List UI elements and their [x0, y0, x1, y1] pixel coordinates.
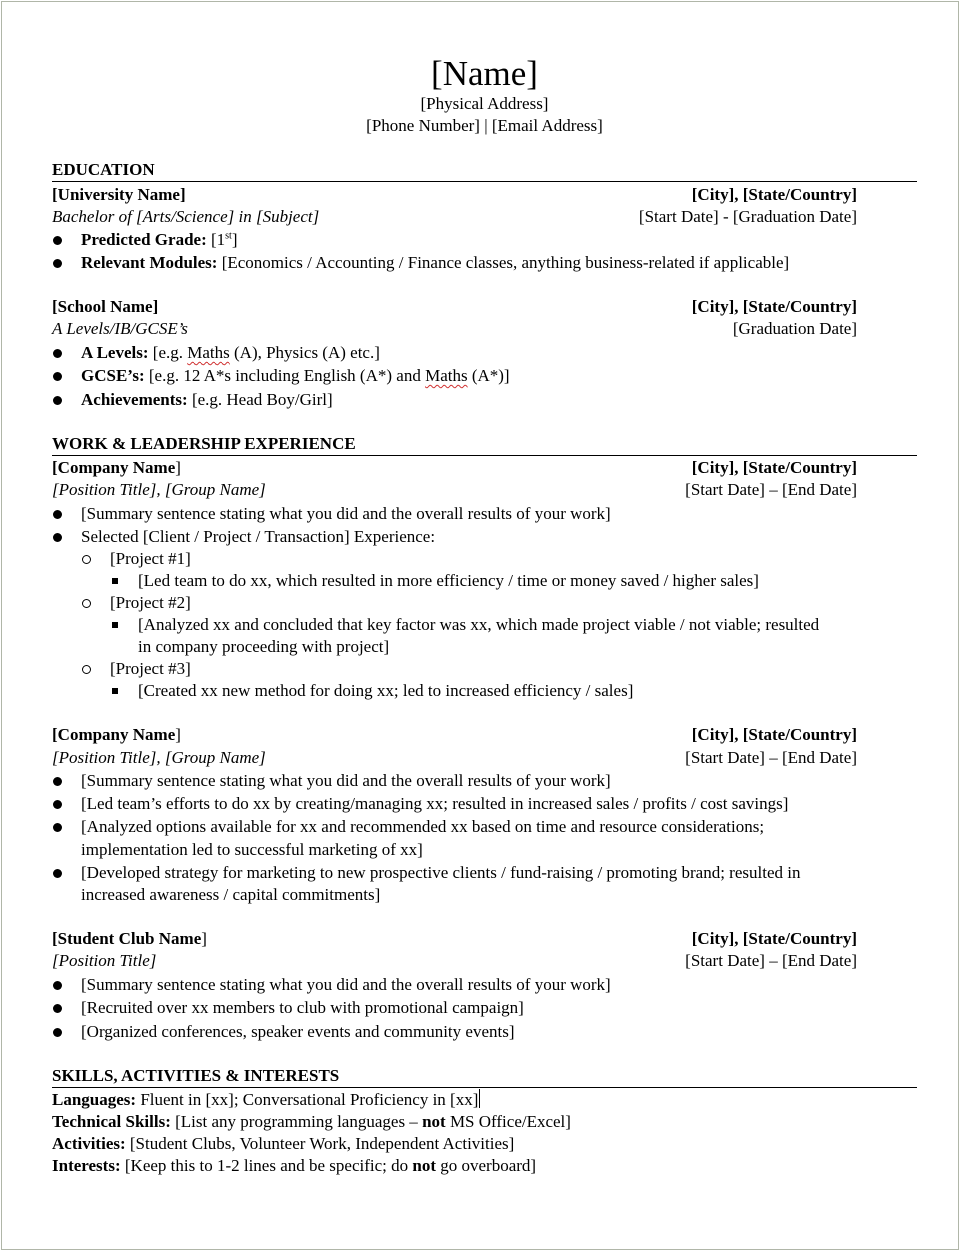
contact-line: [Phone Number] | [Email Address]: [366, 116, 603, 135]
job1-location: [City], [State/Country]: [691, 458, 857, 477]
bullet-icon: [53, 1028, 62, 1037]
circle-bullet-icon: [82, 599, 91, 608]
bullet-icon: [53, 349, 62, 358]
degree-row: [52, 206, 857, 228]
project2-detail-text-2: in company proceeding with project]: [138, 637, 390, 656]
work-heading: WORK & LEADERSHIP EXPERIENCE: [52, 433, 917, 456]
school-name: [School Name]: [52, 297, 159, 316]
qualification: A Levels/IB/GCSE’s: [52, 319, 188, 338]
school-location: [City], [State/Country]: [691, 297, 857, 316]
alevels-label: A Levels:: [81, 343, 149, 362]
job2-bullet-3-text-2: implementation led to successful marketing of xx]: [81, 840, 423, 859]
bullet-icon: [53, 981, 62, 990]
job2-company-row: [52, 724, 857, 746]
job1-company: [Company Name: [52, 458, 176, 477]
club-name: [Student Club Name: [52, 929, 202, 948]
job2-bullet-3-text: [Analyzed options available for xx and recommended xx based on time and resource considerations;: [81, 817, 765, 836]
activities-label: Activities:: [52, 1134, 126, 1153]
square-bullet-icon: [112, 622, 118, 628]
square-bullet-icon: [112, 578, 118, 584]
physical-address: [Physical Address]: [420, 94, 549, 113]
project3-detail-text: [Created xx new method for doing xx; led to increased efficiency / sales]: [138, 681, 634, 700]
technical-skills-not: not: [422, 1112, 446, 1131]
job1-position: [Position Title], [Group Name]: [52, 480, 266, 499]
job1-summary: [Summary sentence stating what you did and the overall results of your work]: [81, 504, 611, 523]
bullet-icon: [53, 800, 62, 809]
languages-value: Fluent in [xx]; Conversational Proficiency in [xx]: [136, 1090, 479, 1109]
bullet-icon: [53, 1004, 62, 1013]
job1-selected: Selected [Client / Project / Transaction] Experience:: [81, 527, 436, 546]
club-bullet-2-text: [Recruited over xx members to club with promotional campaign]: [81, 998, 524, 1017]
text-cursor: [479, 1089, 480, 1108]
bullet-icon: [53, 236, 62, 245]
activities-value: [Student Clubs, Volunteer Work, Independent Activities]: [125, 1134, 515, 1153]
interests-value-end: go overboard]: [436, 1156, 537, 1175]
gcse-text-end: (A*)]: [467, 366, 510, 385]
club-bullet-3-text: [Organized conferences, speaker events and community events]: [81, 1022, 515, 1041]
job2-dates: [Start Date] – [End Date]: [685, 748, 857, 767]
university-dates: [Start Date] - [Graduation Date]: [638, 207, 857, 226]
job1-company-end: ]: [175, 458, 181, 477]
club-dates: [Start Date] – [End Date]: [685, 951, 857, 970]
technical-skills-line: [52, 1111, 917, 1133]
university-location: [City], [State/Country]: [691, 185, 857, 204]
alevels-text-end: (A), Physics (A) etc.]: [229, 343, 380, 362]
university-row: [52, 184, 857, 206]
project2-title: [Project #2]: [110, 593, 191, 612]
alevels-maths: Maths: [187, 343, 230, 362]
job2-bullet-4-text-2: increased awareness / capital commitments]: [81, 885, 381, 904]
bullet-icon: [53, 533, 62, 542]
project1-title: [Project #1]: [110, 549, 191, 568]
job2-company: [Company Name: [52, 725, 176, 744]
interests-label: Interests:: [52, 1156, 121, 1175]
university-name: [University Name]: [52, 185, 186, 204]
grade-label: Predicted Grade:: [81, 230, 207, 249]
technical-skills-label: Technical Skills:: [52, 1112, 171, 1131]
project1-detail-text: [Led team to do xx, which resulted in more efficiency / time or money saved / higher sales]: [138, 571, 759, 590]
bullet-icon: [53, 823, 62, 832]
job2-position-row: [52, 747, 857, 769]
bullet-icon: [53, 869, 62, 878]
school-dates: [Graduation Date]: [732, 319, 857, 338]
modules-label: Relevant Modules:: [81, 253, 218, 272]
achievements-label: Achievements:: [81, 390, 188, 409]
job2-company-end: ]: [175, 725, 181, 744]
technical-skills-value: [List any programming languages –: [170, 1112, 423, 1131]
gcse-maths: Maths: [425, 366, 468, 385]
gcse-text: [e.g. 12 A*s including English (A*) and: [144, 366, 426, 385]
circle-bullet-icon: [82, 665, 91, 674]
job1-dates: [Start Date] – [End Date]: [685, 480, 857, 499]
club-position: [Position Title]: [52, 951, 157, 970]
job2-bullet-2-text: [Led team’s efforts to do xx by creating/managing xx; resulted in increased sales / profits / cost savings]: [81, 794, 789, 813]
interests-value: [Keep this to 1-2 lines and be specific; do: [120, 1156, 413, 1175]
gcse-label: GCSE’s:: [81, 366, 145, 385]
grade-sup: st: [225, 230, 232, 242]
job2-position: [Position Title], [Group Name]: [52, 748, 266, 767]
grade-end: ]: [231, 230, 238, 249]
bullet-icon: [53, 510, 62, 519]
job2-bullet-1-text: [Summary sentence stating what you did and the overall results of your work]: [81, 771, 611, 790]
degree: Bachelor of [Arts/Science] in [Subject]: [52, 207, 320, 226]
interests-not: not: [412, 1156, 437, 1175]
interests-line: [52, 1155, 917, 1177]
achievements-value: [e.g. Head Boy/Girl]: [187, 390, 333, 409]
club-row: [52, 928, 857, 950]
languages-line: [52, 1089, 917, 1111]
square-bullet-icon: [112, 688, 118, 694]
project3-title: [Project #3]: [110, 659, 191, 678]
bullet-icon: [53, 259, 62, 268]
club-name-end: ]: [201, 929, 207, 948]
qualification-row: [52, 318, 857, 340]
bullet-icon: [53, 372, 62, 381]
technical-skills-value-end: MS Office/Excel]: [445, 1112, 571, 1131]
job1-position-row: [52, 479, 857, 501]
job2-bullet-4-text: [Developed strategy for marketing to new prospective clients / fund-raising / promoting brand; resulted in: [81, 863, 801, 882]
grade-value: [1: [206, 230, 226, 249]
bullet-icon: [53, 396, 62, 405]
languages-label: Languages:: [52, 1090, 137, 1109]
skills-heading: SKILLS, ACTIVITIES & INTERESTS: [52, 1065, 917, 1088]
modules-value: [Economics / Accounting / Finance classes, anything business-related if applicable]: [217, 253, 790, 272]
club-bullet-1-text: [Summary sentence stating what you did and the overall results of your work]: [81, 975, 611, 994]
club-position-row: [52, 950, 857, 972]
project2-detail-text: [Analyzed xx and concluded that key factor was xx, which made project viable / not viable; resulted: [138, 615, 820, 634]
education-heading: EDUCATION: [52, 159, 917, 182]
alevels-text: [e.g.: [148, 343, 188, 362]
school-row: [52, 296, 857, 318]
activities-line: [52, 1133, 917, 1155]
job1-company-row: [52, 457, 857, 479]
bullet-icon: [53, 777, 62, 786]
circle-bullet-icon: [82, 555, 91, 564]
club-location: [City], [State/Country]: [691, 929, 857, 948]
candidate-name: [Name]: [431, 54, 538, 93]
job2-location: [City], [State/Country]: [691, 725, 857, 744]
